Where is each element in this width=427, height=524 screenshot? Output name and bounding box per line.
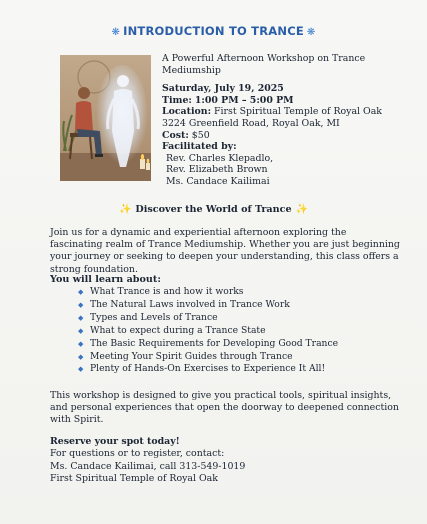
- diamond-bullet-icon: ◆: [78, 300, 84, 309]
- location-label: Location:: [162, 106, 212, 118]
- meditation-scene-image: [60, 55, 151, 181]
- event-date: Saturday, July 19, 2025: [162, 83, 284, 95]
- closing-paragraph: This workshop is designed to give you practical tools, spiritual insights, and personal experiences that open the doorway to deepened connection with Spirit.: [50, 390, 399, 426]
- list-item-text: What to expect during a Trance State: [90, 324, 266, 336]
- facilitator-1: Rev. Charles Klepadlo,: [166, 152, 274, 164]
- diamond-bullet-icon: ◆: [78, 365, 84, 374]
- list-item-text: Plenty of Hands-On Exercises to Experience It All!: [90, 363, 326, 375]
- location-value: First Spiritual Temple of Royal Oak: [214, 106, 382, 118]
- sparkle-right-icon: ❋: [306, 27, 316, 38]
- diamond-bullet-icon: ◆: [78, 313, 84, 322]
- list-item-text: Types and Levels of Trance: [90, 311, 218, 323]
- discover-heading-text: Discover the World of Trance: [135, 204, 292, 215]
- discover-heading: [0, 204, 427, 215]
- list-item: [78, 299, 378, 312]
- list-item: [78, 338, 378, 351]
- event-details: [162, 53, 412, 188]
- page-title: [0, 24, 427, 38]
- diamond-bullet-icon: ◆: [78, 339, 84, 348]
- list-item-text: What Trance is and how it works: [90, 286, 244, 297]
- sparkle-left-icon: ❋: [111, 27, 121, 38]
- event-cost: [162, 130, 412, 142]
- event-subtitle: A Powerful Afternoon Workshop on Trance Mediumship: [162, 53, 366, 76]
- cost-value: $50: [191, 129, 210, 141]
- list-item-text: The Natural Laws involved in Trance Work: [90, 298, 290, 310]
- list-item-text: Meeting Your Spirit Guides through Trance: [90, 350, 293, 362]
- learn-list: [78, 286, 378, 376]
- list-item: [78, 325, 378, 338]
- facilitator-2: Rev. Elizabeth Brown: [166, 164, 268, 176]
- title-text: INTRODUCTION TO TRANCE: [123, 24, 304, 38]
- intro-paragraph: Join us for a dynamic and experiential afternoon exploring the fascinating realm of Trance Mediumship. Whether you are just beginning your journey or seeking to deepen your understanding, this class offers a strong foundation.: [50, 227, 400, 275]
- list-item: [78, 363, 378, 376]
- contact-venue: First Spiritual Temple of Royal Oak: [50, 472, 218, 484]
- contact-line: For questions or to register, contact:: [50, 448, 225, 460]
- list-item-text: The Basic Requirements for Developing Good Trance: [90, 337, 339, 349]
- reserve-block: [50, 436, 400, 485]
- facilitator-3: Ms. Candace Kailimai: [166, 175, 270, 187]
- diamond-bullet-icon: ◆: [78, 326, 84, 335]
- sparkles-right-icon: ✨: [295, 204, 309, 215]
- list-item: [78, 351, 378, 364]
- event-address: 3224 Greenfield Road, Royal Oak, MI: [162, 117, 340, 129]
- facilitated-label: Facilitated by:: [162, 141, 237, 153]
- list-item: [78, 312, 378, 325]
- time-label: Time:: [162, 94, 192, 106]
- diamond-bullet-icon: ◆: [78, 288, 84, 296]
- list-item: [78, 286, 378, 299]
- sparkles-left-icon: ✨: [118, 204, 132, 215]
- diamond-bullet-icon: ◆: [78, 352, 84, 361]
- reserve-heading: Reserve your spot today!: [50, 436, 180, 447]
- time-value: 1:00 PM – 5:00 PM: [194, 94, 294, 106]
- learn-heading: You will learn about:: [50, 274, 161, 285]
- trance-illustration: [60, 55, 151, 181]
- contact-phone: Ms. Candace Kailimai, call 313-549-1019: [50, 460, 246, 472]
- cost-label: Cost:: [162, 129, 189, 141]
- event-location: [162, 106, 412, 118]
- event-time: [162, 95, 412, 107]
